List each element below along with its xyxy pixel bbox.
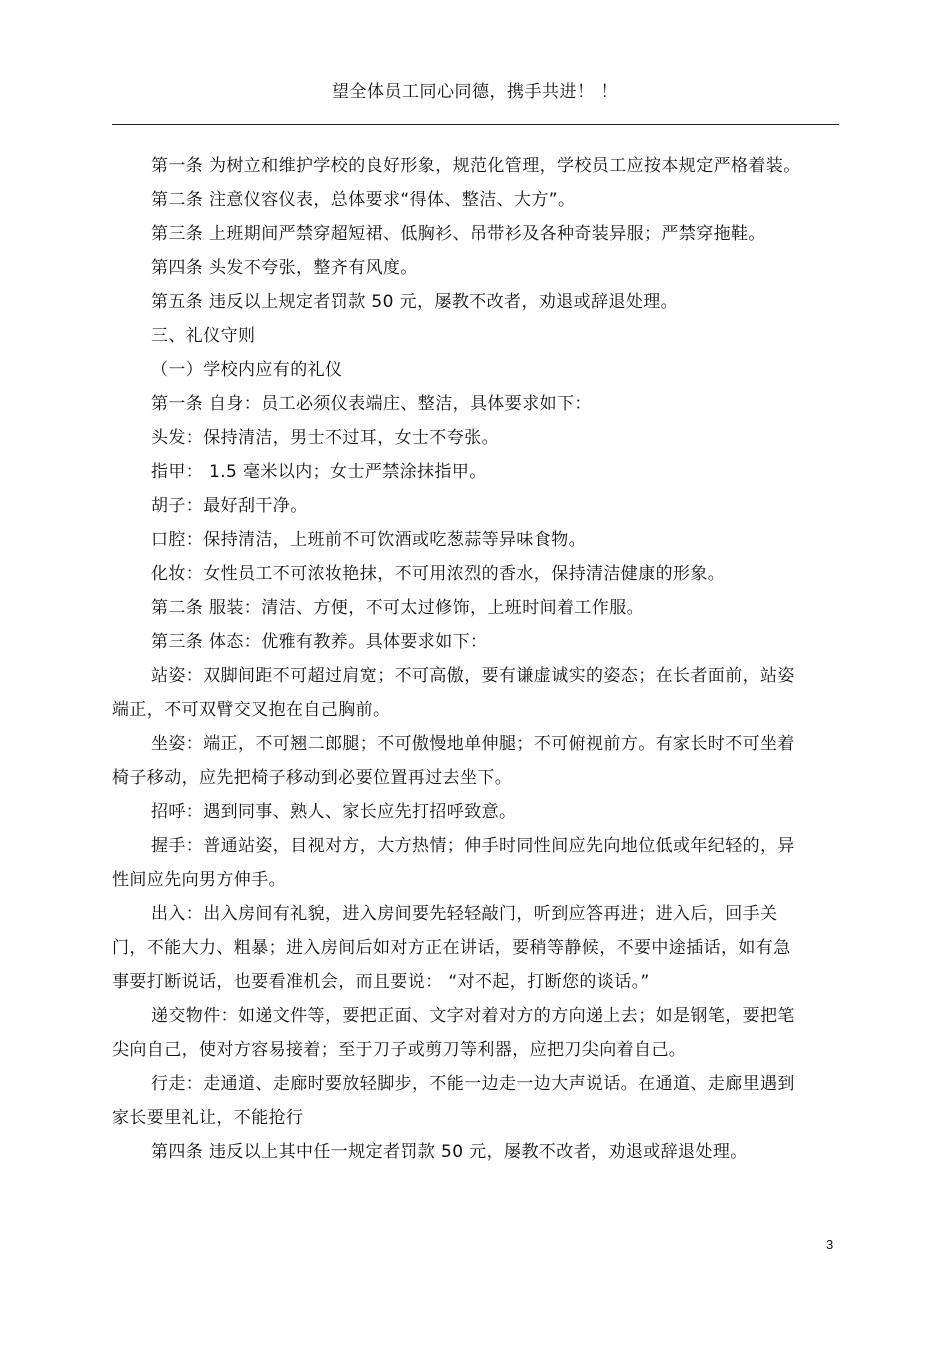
subsection-heading: （一）学校内应有的礼仪	[151, 360, 343, 380]
paragraph: 指甲： 1.5 毫米以内；女士严禁涂抹指甲。	[151, 462, 487, 482]
page-header: 望全体员工同心同德，携手共进！ ！	[332, 82, 618, 102]
paragraph: 第二条 服装：清洁、方便，不可太过修饰，上班时间着工作服。	[151, 598, 645, 618]
section-heading: 三、礼仪守则	[151, 326, 256, 346]
paragraph: 第二条 注意仪容仪表，总体要求“得体、整洁、大方”。	[151, 190, 576, 210]
paragraph: 出入：出入房间有礼貌，进入房间要先轻轻敲门，听到应答再进；进入后，回手关门，不能大力、粗暴；进入房间后如对方正在讲话，要稍等静候，不要中途插话，如有急事要打断说话，也要看准机会，而且要说： “对不起，打断您的谈话。”	[112, 904, 791, 992]
paragraph: 第一条 为树立和维护学校的良好形象，规范化管理，学校员工应按本规定严格着装。	[151, 156, 801, 176]
paragraph: 第四条 头发不夸张，整齐有风度。	[151, 258, 418, 278]
page-number: 3	[826, 1237, 834, 1252]
paragraph: 第三条 上班期间严禁穿超短裙、低胸衫、吊带衫及各种奇装异服；严禁穿拖鞋。	[151, 224, 766, 244]
paragraph: 胡子：最好刮干净。	[151, 496, 308, 516]
paragraph: 第三条 体态：优雅有教养。具体要求如下：	[151, 632, 488, 652]
paragraph: 行走：走通道、走廊时要放轻脚步，不能一边走一边大声说话。在通道、走廊里遇到家长要里礼让，不能抢行	[112, 1074, 795, 1128]
paragraph: 第四条 违反以上其中任一规定者罚款 50 元，屡教不改者，劝退或辞退处理。	[151, 1142, 748, 1162]
paragraph: 坐姿：端正，不可翘二郎腿；不可傲慢地单伸腿；不可俯视前方。有家长时不可坐着椅子移动，应先把椅子移动到必要位置再过去坐下。	[112, 734, 795, 788]
paragraph: 第五条 违反以上规定者罚款 50 元，屡教不改者，劝退或辞退处理。	[151, 292, 679, 312]
paragraph: 招呼：遇到同事、熟人、家长应先打招呼致意。	[151, 802, 517, 822]
header-divider	[112, 124, 839, 125]
paragraph: 第一条 自身：员工必须仪表端庄、整洁，具体要求如下：	[151, 394, 592, 414]
paragraph: 头发：保持清洁，男士不过耳，女士不夸张。	[151, 428, 499, 448]
document-body	[112, 149, 802, 1169]
paragraph: 握手：普通站姿，目视对方，大方热情；伸手时同性间应先向地位低或年纪轻的，异性间应先向男方伸手。	[112, 836, 795, 890]
paragraph: 递交物件：如递文件等，要把正面、文字对着对方的方向递上去；如是钢笔，要把笔尖向自己，使对方容易接着；至于刀子或剪刀等利器，应把刀尖向着自己。	[112, 1006, 795, 1060]
paragraph: 站姿：双脚间距不可超过肩宽；不可高傲，要有谦虚诚实的姿态；在长者面前，站姿端正，不可双臂交叉抱在自己胸前。	[112, 666, 795, 720]
paragraph: 化妆：女性员工不可浓妆艳抹，不可用浓烈的香水，保持清洁健康的形象。	[151, 564, 726, 584]
paragraph: 口腔：保持清洁，上班前不可饮酒或吃葱蒜等异味食物。	[151, 530, 586, 550]
